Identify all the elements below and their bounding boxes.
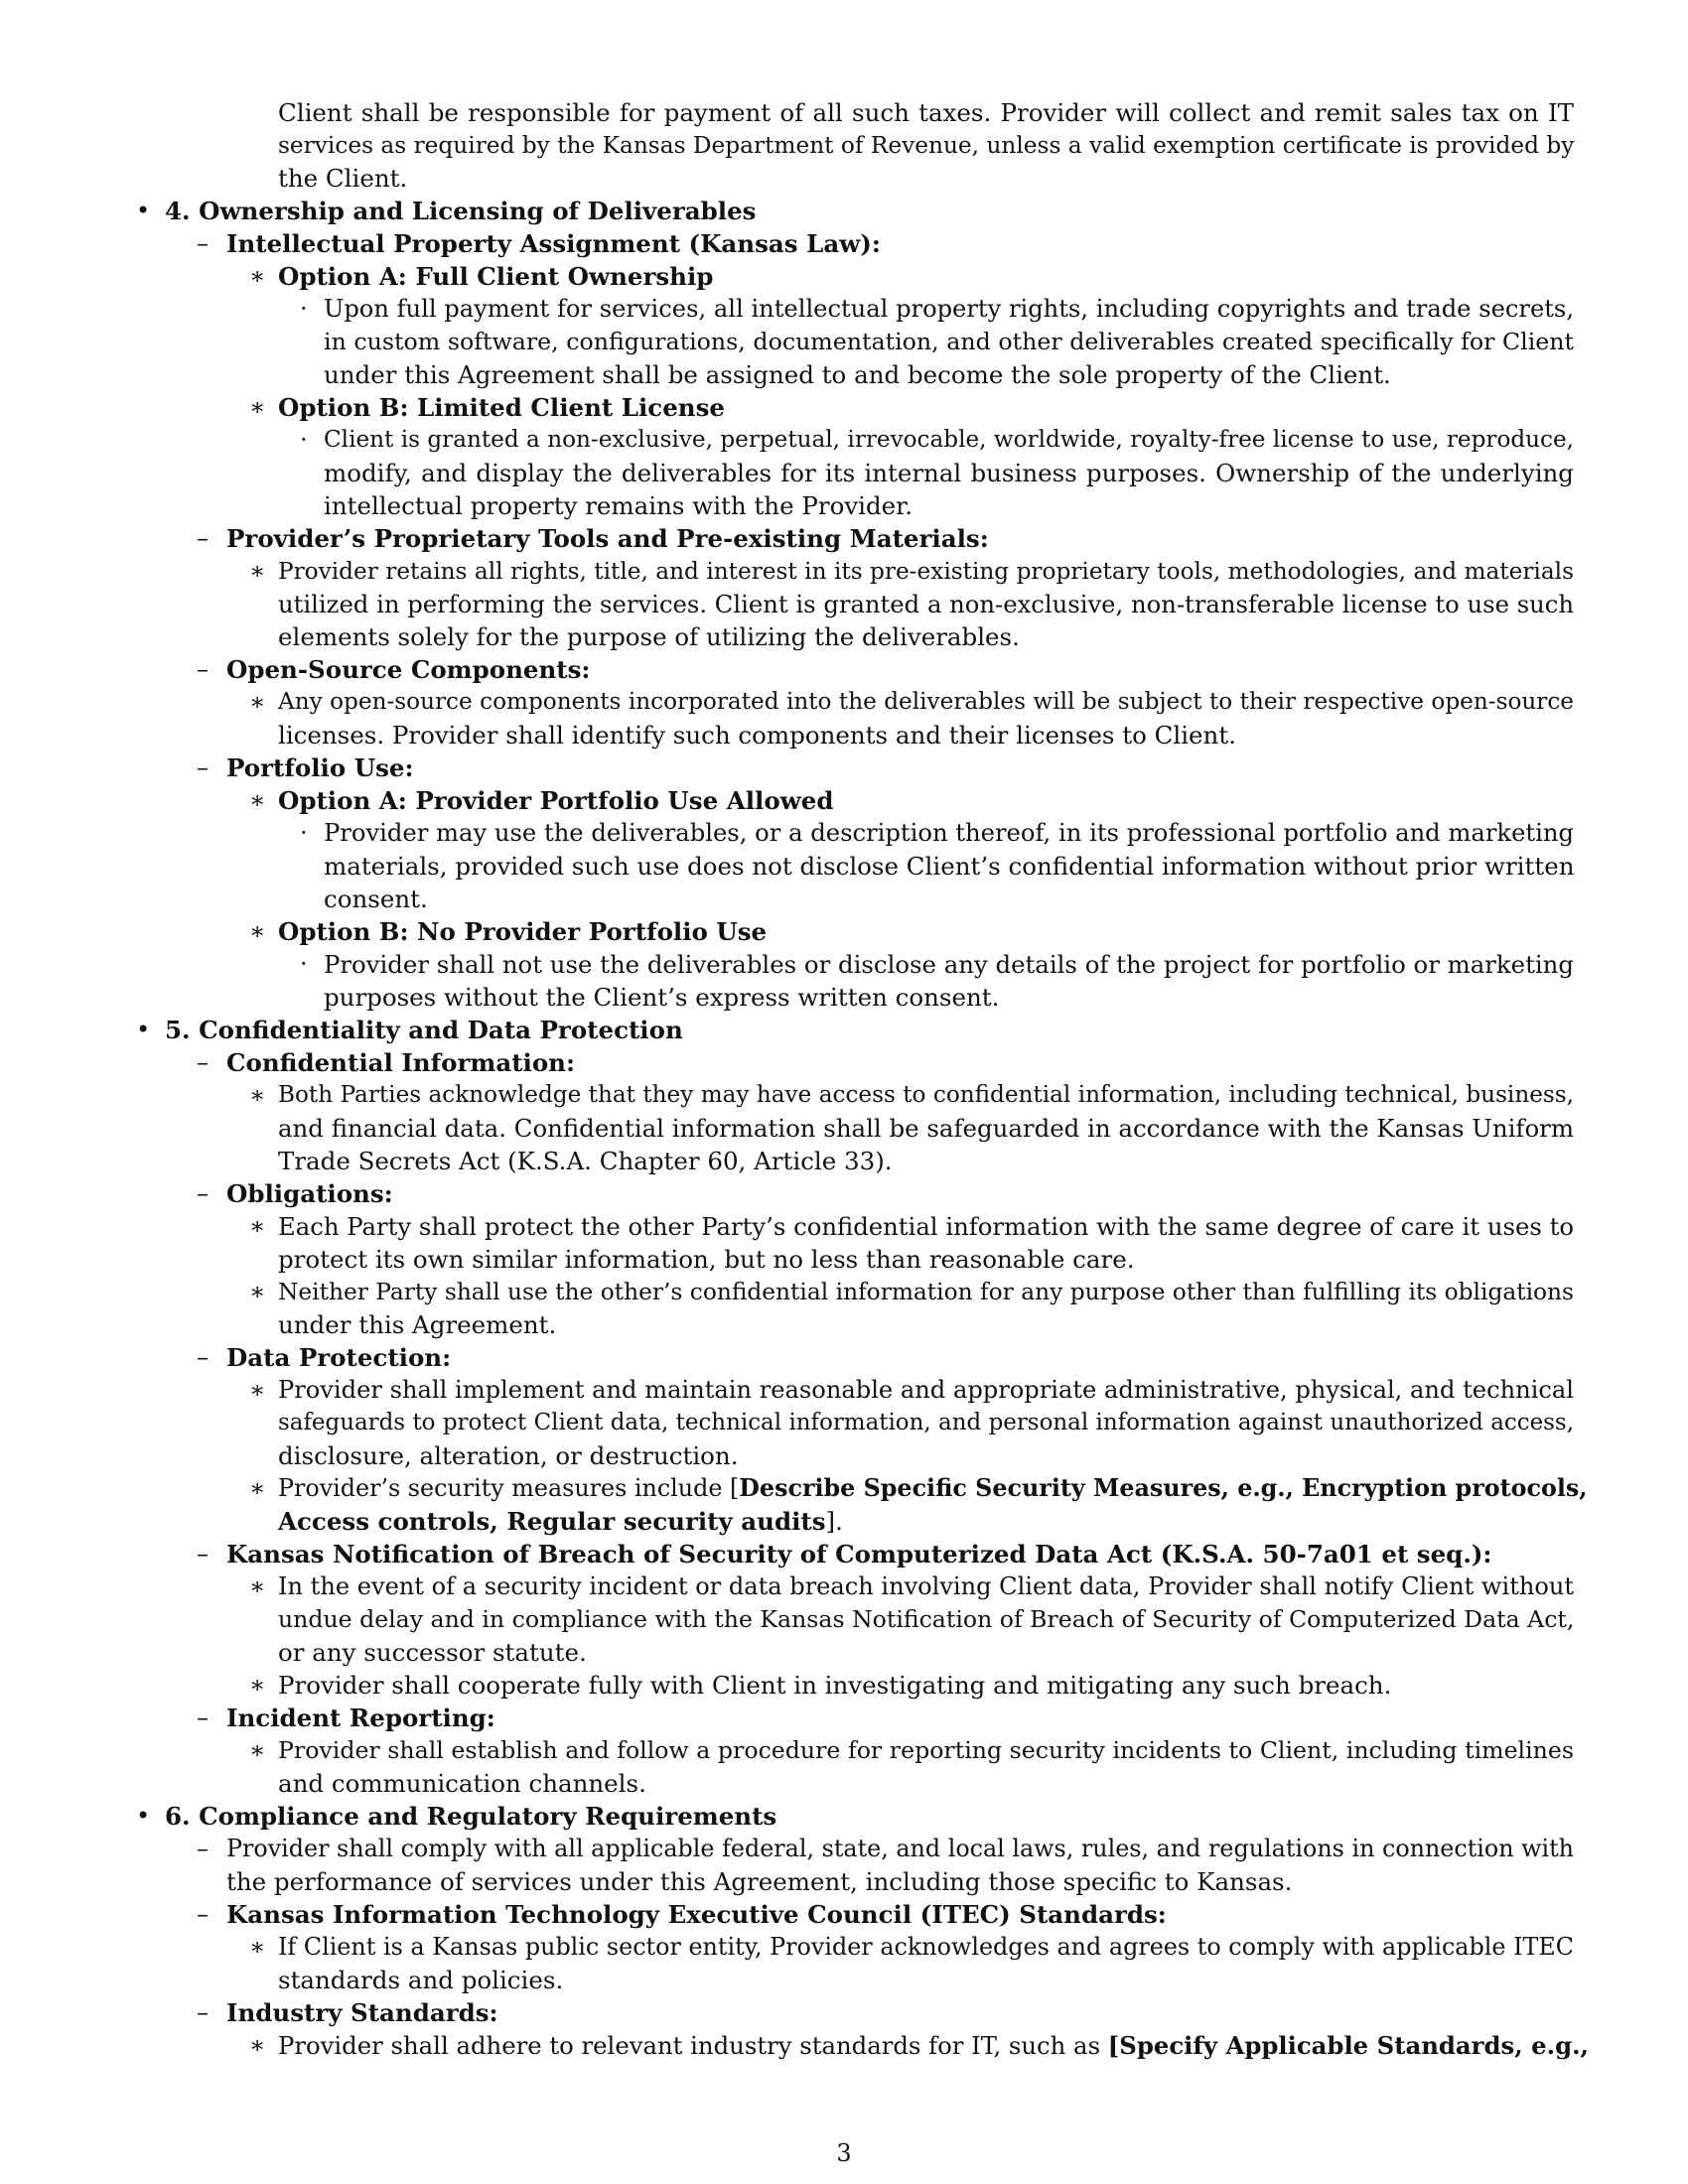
paragraph-line: under this Agreement shall be assigned to and become the sole property of the Client. (324, 360, 1391, 389)
paragraph-line: consent. (324, 885, 428, 913)
paragraph-line (278, 1472, 1588, 1505)
standards-lead: Provider shall adhere to relevant industry standards for IT, such as (278, 2031, 1108, 2060)
section-heading: 4. Ownership and Licensing of Deliverables (165, 197, 757, 225)
paragraph-line: protect its own similar information, but no less than reasonable care. (278, 1245, 1135, 1274)
paragraph-line: safeguards to protect Client data, technical information, and personal information against unauthorized access, (278, 1410, 1574, 1435)
paragraph-line: Trade Secrets Act (K.S.A. Chapter 60, Article 33). (278, 1147, 893, 1175)
dash-bullet-icon: – (197, 1540, 209, 1568)
option-heading: Option B: Limited Client License (278, 393, 725, 422)
paragraph-line: If Client is a Kansas public sector entity, Provider acknowledges and agrees to comply with applicable ITEC (278, 1933, 1574, 1961)
asterisk-bullet-icon: ∗ (249, 262, 266, 290)
dash-bullet-icon: – (197, 1704, 209, 1731)
dash-bullet-icon: – (197, 1048, 209, 1076)
asterisk-bullet-icon: ∗ (249, 2031, 266, 2059)
subsection-heading: Portfolio Use: (226, 753, 414, 782)
security-measures-tail: ]. (825, 1507, 843, 1536)
paragraph-line: In the event of a security incident or data breach involving Client data, Provider shall notify Client without (278, 1572, 1574, 1600)
paragraph-line: under this Agreement. (278, 1310, 557, 1339)
paragraph-line: Provider may use the deliverables, or a description thereof, in its professional portfolio and marketing (324, 819, 1574, 847)
asterisk-bullet-icon: ∗ (249, 1671, 266, 1699)
subsection-heading: Provider’s Proprietary Tools and Pre-existing Materials: (226, 524, 989, 553)
paragraph-line: the Client. (278, 164, 408, 193)
paragraph-line: Provider shall establish and follow a procedure for reporting security incidents to Client, including timelines (278, 1736, 1574, 1764)
standards-placeholder: [Specify Applicable Standards, e.g., (1107, 2031, 1590, 2060)
bullet-icon: • (136, 197, 151, 224)
dash-bullet-icon: – (197, 1343, 209, 1371)
paragraph-line: Neither Party shall use the other’s confidential information for any purpose other than fulfilling its obligations (278, 1279, 1574, 1305)
dot-bullet-icon: · (300, 295, 308, 323)
paragraph-line: materials, provided such use does not disclose Client’s confidential information without prior written (324, 852, 1575, 881)
paragraph-line: disclosure, alteration, or destruction. (278, 1441, 739, 1470)
asterisk-bullet-icon: ∗ (249, 1376, 266, 1404)
paragraph-line: standards and policies. (278, 1966, 564, 1994)
option-heading: Option B: No Provider Portfolio Use (278, 917, 768, 946)
paragraph-line: undue delay and in compliance with the Kansas Notification of Breach of Security of Computerized Data Act, (278, 1605, 1575, 1633)
bullet-icon: • (136, 1016, 151, 1043)
paragraph-line: Upon full payment for services, all intellectual property rights, including copyrights and trade secrets, (324, 295, 1574, 323)
asterisk-bullet-icon: ∗ (249, 393, 266, 421)
page-number: 3 (836, 2139, 852, 2167)
dot-bullet-icon: · (300, 950, 308, 978)
dot-bullet-icon: · (300, 426, 308, 454)
paragraph-line: utilized in performing the services. Client is granted a non-exclusive, non-transferable license to use such (278, 590, 1574, 618)
dash-bullet-icon: – (197, 753, 209, 781)
asterisk-bullet-icon: ∗ (249, 1736, 266, 1764)
subsection-heading: Kansas Notification of Breach of Security of Computerized Data Act (K.S.A. 50-7a01 et seq.): (226, 1540, 1492, 1569)
subsection-heading: Data Protection: (226, 1343, 452, 1372)
paragraph-line: licenses. Provider shall identify such components and their licenses to Client. (278, 721, 1236, 750)
paragraph-line: Any open-source components incorporated into the deliverables will be subject to their respective open-source (278, 689, 1574, 715)
subsection-heading: Open-Source Components: (226, 655, 591, 684)
dash-bullet-icon: – (197, 524, 209, 552)
bullet-icon: • (136, 1802, 151, 1830)
paragraph-line: elements solely for the purpose of utilizing the deliverables. (278, 622, 1020, 651)
paragraph-line: purposes without the Client’s express written consent. (324, 983, 1000, 1012)
asterisk-bullet-icon: ∗ (249, 786, 266, 814)
option-heading: Option A: Provider Portfolio Use Allowed (278, 786, 834, 815)
subsection-heading: Kansas Information Technology Executive Council (ITEC) Standards: (226, 1900, 1167, 1929)
paragraph-line: Client is granted a non-exclusive, perpetual, irrevocable, worldwide, royalty-free license to use, reproduce, (324, 427, 1574, 453)
paragraph-line: Provider shall not use the deliverables or disclose any details of the project for portfolio or marketing (324, 950, 1574, 979)
dash-bullet-icon: – (197, 1835, 209, 1862)
paragraph-line (278, 2029, 1589, 2062)
dash-bullet-icon: – (197, 655, 209, 683)
dash-bullet-icon: – (197, 1900, 209, 1928)
paragraph-line: and financial data. Confidential information shall be safeguarded in accordance with the Kansas Uniform (278, 1114, 1574, 1143)
paragraph-line: Each Party shall protect the other Party’s confidential information with the same degree of care it uses to (278, 1212, 1574, 1241)
dash-bullet-icon: – (197, 1179, 209, 1207)
asterisk-bullet-icon: ∗ (249, 1081, 266, 1109)
subsection-heading: Intellectual Property Assignment (Kansas Law): (226, 229, 881, 258)
paragraph-line: Provider shall implement and maintain reasonable and appropriate administrative, physical, and technical (278, 1376, 1574, 1404)
security-measures-lead: Provider’s security measures include [ (278, 1474, 740, 1502)
paragraph-line: Provider shall comply with all applicable federal, state, and local laws, rules, and regulations in connection with (226, 1835, 1574, 1862)
subsection-heading: Confidential Information: (226, 1048, 576, 1077)
section-heading: 5. Confidentiality and Data Protection (165, 1016, 683, 1044)
paragraph-line: in custom software, configurations, documentation, and other deliverables created specifically for Client (324, 328, 1574, 355)
asterisk-bullet-icon: ∗ (249, 1212, 266, 1240)
dot-bullet-icon: · (300, 819, 308, 847)
asterisk-bullet-icon: ∗ (249, 688, 266, 716)
subsection-heading: Incident Reporting: (226, 1704, 495, 1732)
paragraph-line: intellectual property remains with the Provider. (324, 491, 913, 520)
subsection-heading: Industry Standards: (226, 1998, 498, 2027)
paragraph-line: and communication channels. (278, 1769, 646, 1798)
security-measures-placeholder: Describe Specific Security Measures, e.g., Encryption protocols, (739, 1474, 1588, 1502)
asterisk-bullet-icon: ∗ (249, 917, 266, 945)
paragraph-line (278, 1505, 843, 1538)
paragraph-line: modify, and display the deliverables for its internal business purposes. Ownership of the underlying (324, 459, 1574, 487)
paragraph-line: or any successor statute. (278, 1638, 587, 1667)
paragraph-line: Provider retains all rights, title, and interest in its pre-existing proprietary tools, methodologies, and materials (278, 558, 1574, 585)
dash-bullet-icon: – (197, 1998, 209, 2026)
asterisk-bullet-icon: ∗ (249, 557, 266, 585)
paragraph-line: services as required by the Kansas Department of Revenue, unless a valid exemption certificate is provided by (278, 132, 1575, 159)
asterisk-bullet-icon: ∗ (249, 1474, 266, 1502)
asterisk-bullet-icon: ∗ (249, 1933, 266, 1961)
paragraph-line: Client shall be responsible for payment of all such taxes. Provider will collect and remit sales tax on IT (278, 98, 1574, 127)
paragraph-line: the performance of services under this Agreement, including those specific to Kansas. (226, 1867, 1293, 1896)
option-heading: Option A: Full Client Ownership (278, 262, 714, 291)
paragraph-line: Provider shall cooperate fully with Client in investigating and mitigating any such breach. (278, 1671, 1392, 1700)
dash-bullet-icon: – (197, 229, 209, 257)
section-heading: 6. Compliance and Regulatory Requirements (165, 1802, 777, 1831)
asterisk-bullet-icon: ∗ (249, 1572, 266, 1600)
paragraph-line: Both Parties acknowledge that they may have access to confidential information, including technical, business, (278, 1082, 1574, 1108)
subsection-heading: Obligations: (226, 1179, 393, 1208)
security-measures-placeholder: Access controls, Regular security audits (278, 1507, 826, 1536)
asterisk-bullet-icon: ∗ (249, 1278, 266, 1305)
